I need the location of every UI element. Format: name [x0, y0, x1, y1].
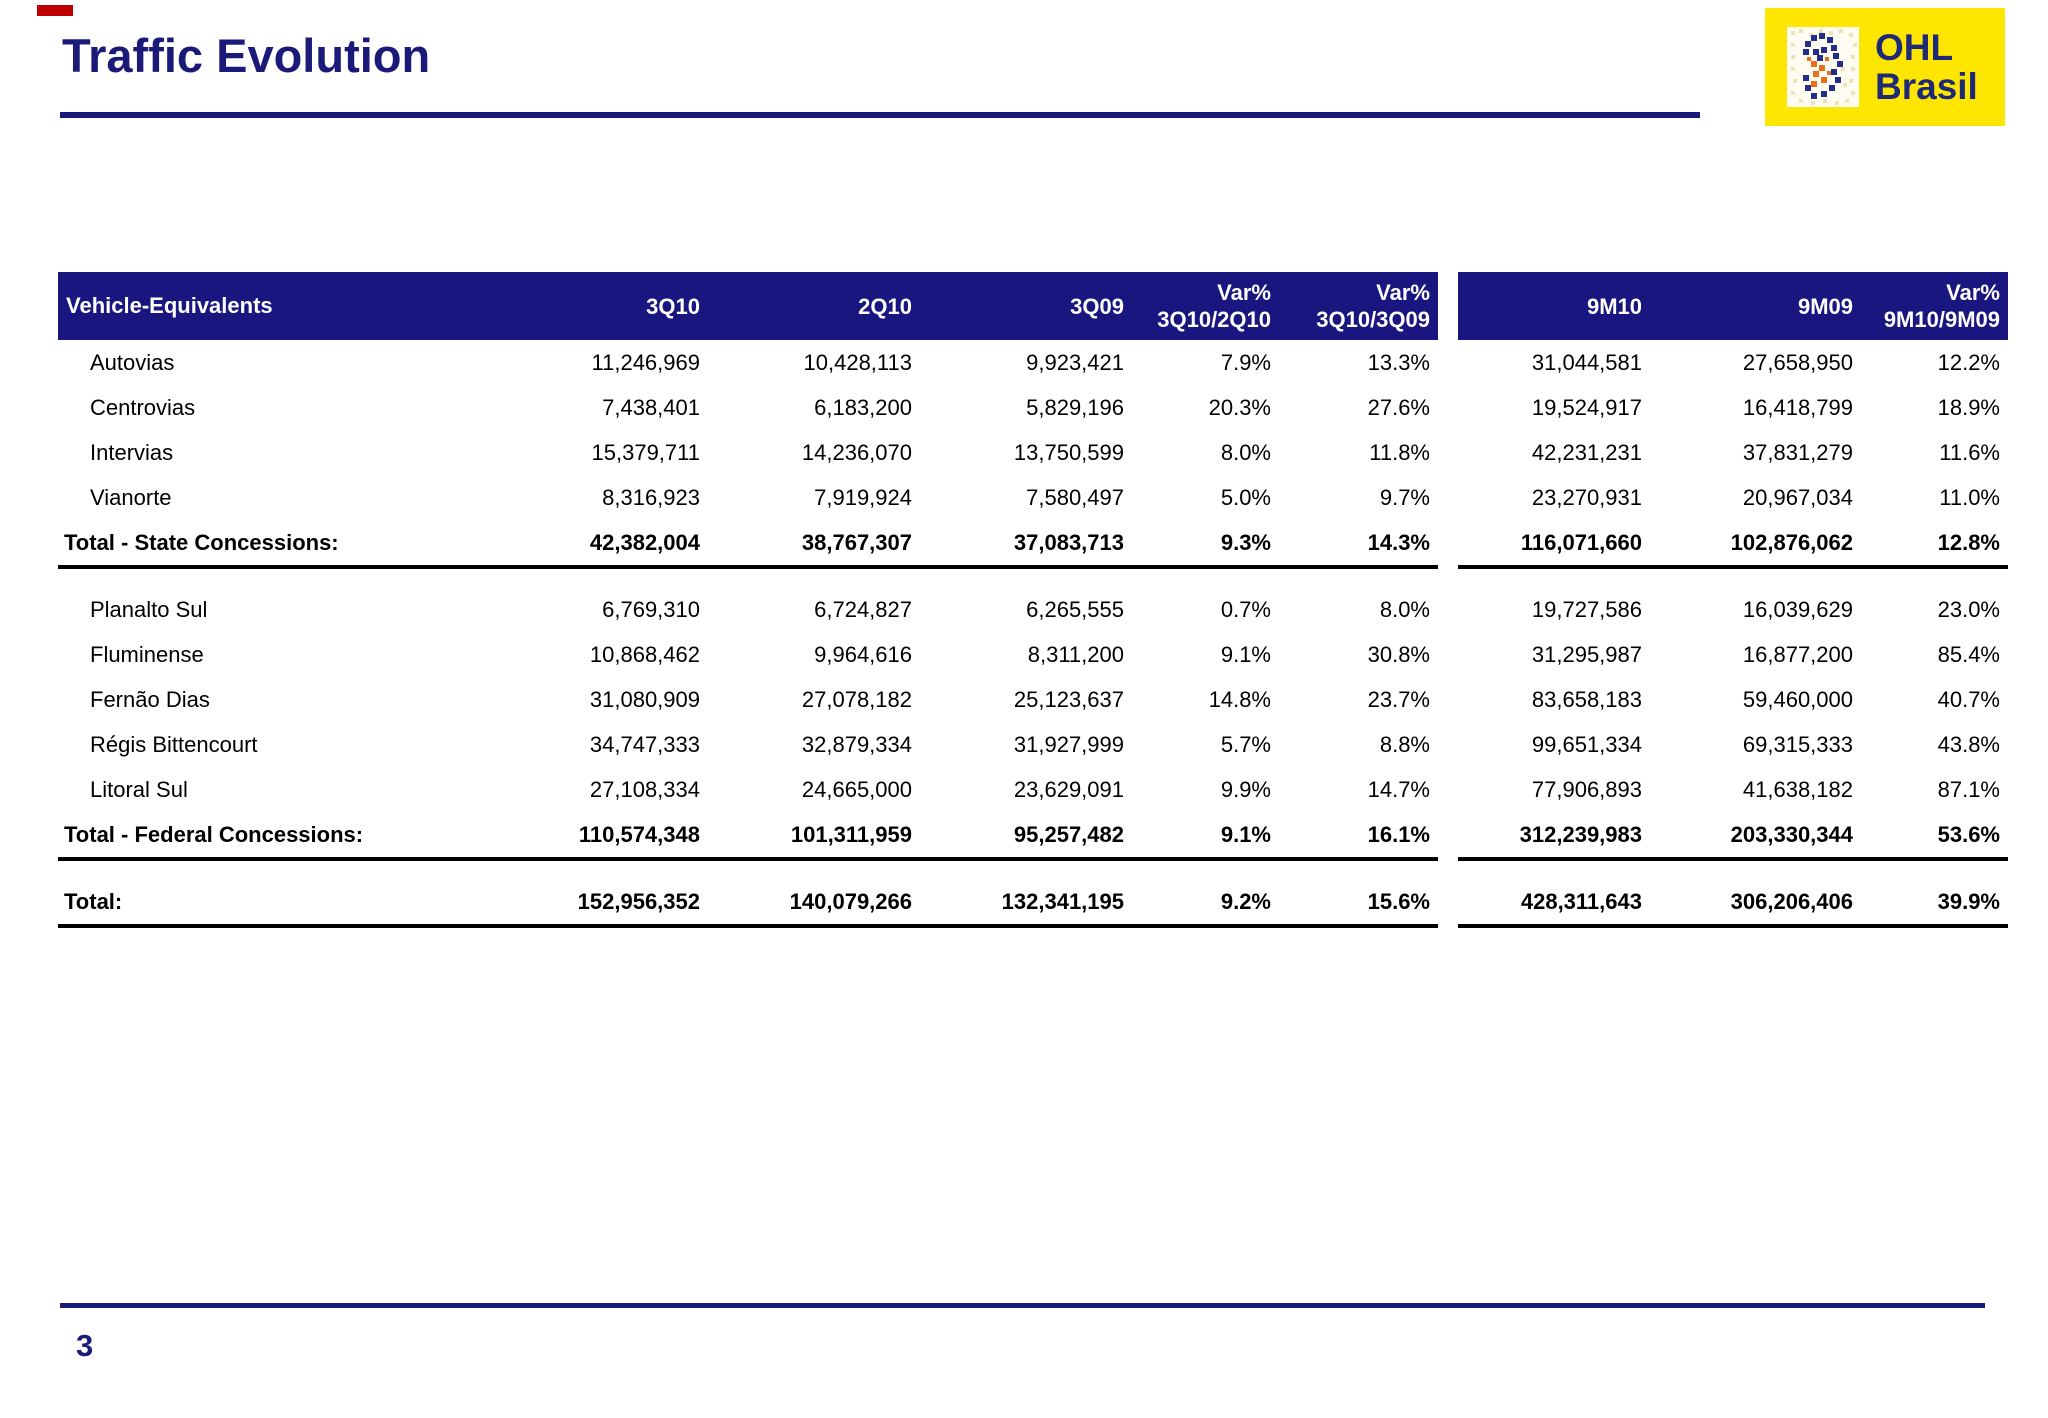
logo-line-1: OHL	[1875, 27, 1954, 68]
cell-3q10: 152,956,352	[438, 879, 708, 926]
cell-var-9m10-9m09: 12.2%	[1937, 349, 2000, 375]
cell-3q10: 8,316,923	[602, 484, 700, 510]
cell-9m09: 27,658,950	[1742, 349, 1853, 375]
cell-var-9m10-9m09: 87.1%	[1937, 776, 2000, 802]
cell-var-9m10-9m09: 40.7%	[1937, 686, 2000, 712]
cell-var-9m10-9m09: 43.8%	[1937, 731, 2000, 757]
cell-9m09: 20,967,034	[1742, 484, 1853, 510]
cell-3q09: 95,257,482	[920, 812, 1132, 859]
cell-3q10: 11,246,969	[591, 349, 700, 375]
row-label: Autovias	[90, 349, 175, 375]
cell-9m10: 116,071,660	[1458, 520, 1650, 567]
row-spacer	[58, 859, 2008, 879]
table-row	[58, 767, 2008, 812]
row-label: Total - State Concessions:	[58, 520, 438, 567]
cell-var-9m10-9m09: 12.8%	[1861, 520, 2008, 567]
cell-3q09: 13,750,599	[1013, 439, 1124, 465]
row-label: Fernão Dias	[90, 686, 210, 712]
cell-3q10: 6,769,310	[602, 596, 700, 622]
cell-var-3q10-2q10: 7.9%	[1220, 349, 1271, 375]
cell-9m10: 312,239,983	[1458, 812, 1650, 859]
cell-2q10: 140,079,266	[708, 879, 920, 926]
col-header-3q09: 3Q09	[920, 272, 1132, 340]
cell-var-9m10-9m09: 11.0%	[1939, 484, 2000, 510]
row-label: Total - Federal Concessions:	[58, 812, 438, 859]
cell-var-3q10-2q10: 20.3%	[1208, 394, 1271, 420]
col-header-var-3q10-3q09: Var% 3Q10/3Q09	[1279, 272, 1438, 340]
cell-var-3q10-3q09: 8.0%	[1379, 596, 1430, 622]
cell-9m09: 69,315,333	[1742, 731, 1853, 757]
col-header-vehicle-equivalents: Vehicle-Equivalents	[58, 272, 438, 340]
table-row	[58, 587, 2008, 632]
table-row	[58, 722, 2008, 767]
cell-var-3q10-2q10: 9.3%	[1132, 520, 1279, 567]
cell-var-3q10-3q09: 30.8%	[1367, 641, 1430, 667]
block-spacer-cell	[1438, 340, 1458, 385]
block-spacer-cell	[1438, 879, 1458, 926]
block-spacer-cell	[1438, 587, 1458, 632]
cell-var-3q10-3q09: 16.1%	[1279, 812, 1438, 859]
block-spacer-cell	[1438, 632, 1458, 677]
cell-var-9m10-9m09: 53.6%	[1861, 812, 2008, 859]
cell-2q10: 14,236,070	[801, 439, 912, 465]
logo-line-2: Brasil	[1875, 66, 1978, 107]
cell-9m09: 41,638,182	[1742, 776, 1853, 802]
cell-9m09: 37,831,279	[1742, 439, 1853, 465]
cell-3q09: 31,927,999	[1013, 731, 1124, 757]
table-header-row	[58, 272, 2008, 340]
cell-var-3q10-2q10: 5.0%	[1220, 484, 1271, 510]
cell-9m09: 306,206,406	[1650, 879, 1861, 926]
cell-9m10: 83,658,183	[1531, 686, 1642, 712]
cell-9m09: 16,039,629	[1742, 596, 1853, 622]
cell-var-3q10-3q09: 8.8%	[1379, 731, 1430, 757]
col-header-var-9m10-9m09: Var% 9M10/9M09	[1861, 272, 2008, 340]
cell-var-3q10-2q10: 0.7%	[1220, 596, 1271, 622]
cell-2q10: 27,078,182	[801, 686, 912, 712]
cell-3q09: 25,123,637	[1013, 686, 1124, 712]
cell-var-3q10-3q09: 9.7%	[1379, 484, 1430, 510]
block-spacer-cell	[1438, 475, 1458, 520]
cell-9m09: 59,460,000	[1742, 686, 1853, 712]
cell-var-9m10-9m09: 39.9%	[1861, 879, 2008, 926]
row-label: Vianorte	[90, 484, 172, 510]
cell-9m09: 102,876,062	[1650, 520, 1861, 567]
cell-var-3q10-3q09: 11.8%	[1369, 439, 1430, 465]
cell-3q09: 6,265,555	[1026, 596, 1124, 622]
cell-var-3q10-2q10: 8.0%	[1220, 439, 1271, 465]
ohl-logo-mosaic-icon	[1787, 27, 1859, 107]
page-title: Traffic Evolution	[62, 29, 431, 82]
table-row	[58, 677, 2008, 722]
col-header-9m09: 9M09	[1650, 272, 1861, 340]
cell-var-3q10-2q10: 9.1%	[1132, 812, 1279, 859]
footer-line	[60, 1303, 1985, 1308]
col-header-2q10: 2Q10	[708, 272, 920, 340]
cell-var-3q10-3q09: 13.3%	[1367, 349, 1430, 375]
cell-9m10: 99,651,334	[1531, 731, 1642, 757]
cell-3q10: 110,574,348	[438, 812, 708, 859]
cell-var-9m10-9m09: 18.9%	[1937, 394, 2000, 420]
table-row	[58, 879, 2008, 926]
cell-3q09: 5,829,196	[1026, 394, 1124, 420]
cell-2q10: 7,919,924	[814, 484, 912, 510]
cell-9m10: 23,270,931	[1531, 484, 1642, 510]
cell-3q10: 15,379,711	[591, 439, 700, 465]
cell-var-3q10-3q09: 14.3%	[1279, 520, 1438, 567]
cell-9m10: 428,311,643	[1458, 879, 1650, 926]
block-spacer-cell	[1438, 812, 1458, 859]
cell-2q10: 32,879,334	[801, 731, 912, 757]
cell-3q10: 31,080,909	[589, 686, 700, 712]
cell-9m09: 16,877,200	[1742, 641, 1853, 667]
cell-var-3q10-2q10: 14.8%	[1208, 686, 1271, 712]
row-label: Planalto Sul	[90, 596, 208, 622]
col-header-var-3q10-2q10: Var% 3Q10/2Q10	[1132, 272, 1279, 340]
cell-2q10: 10,428,113	[803, 349, 912, 375]
cell-3q10: 42,382,004	[438, 520, 708, 567]
block-spacer-cell	[1438, 677, 1458, 722]
block-spacer-cell	[1438, 430, 1458, 475]
table-row	[58, 812, 2008, 859]
cell-9m10: 31,044,581	[1531, 349, 1642, 375]
row-label: Litoral Sul	[90, 776, 188, 802]
cell-9m10: 77,906,893	[1531, 776, 1642, 802]
cell-var-3q10-2q10: 9.2%	[1132, 879, 1279, 926]
block-spacer-cell	[1438, 767, 1458, 812]
cell-2q10: 101,311,959	[708, 812, 920, 859]
cell-3q09: 9,923,421	[1026, 349, 1124, 375]
cell-2q10: 24,665,000	[801, 776, 912, 802]
table-row	[58, 385, 2008, 430]
traffic-evolution-table	[58, 272, 2008, 928]
row-label: Centrovias	[90, 394, 196, 420]
cell-3q09: 37,083,713	[920, 520, 1132, 567]
cell-var-9m10-9m09: 85.4%	[1937, 641, 2000, 667]
cell-var-3q10-3q09: 14.7%	[1367, 776, 1430, 802]
row-label: Fluminense	[90, 641, 204, 667]
cell-3q10: 10,868,462	[589, 641, 700, 667]
table-row	[58, 430, 2008, 475]
cell-2q10: 6,724,827	[814, 596, 912, 622]
cell-var-3q10-3q09: 23.7%	[1367, 686, 1430, 712]
cell-2q10: 38,767,307	[708, 520, 920, 567]
table-row	[58, 340, 2008, 385]
cell-3q09: 7,580,497	[1026, 484, 1124, 510]
row-label: Régis Bittencourt	[90, 731, 258, 757]
ohl-brasil-logo	[1765, 8, 2005, 126]
cell-var-3q10-2q10: 9.9%	[1220, 776, 1271, 802]
cell-2q10: 9,964,616	[814, 641, 912, 667]
cell-var-3q10-3q09: 27.6%	[1367, 394, 1430, 420]
cell-9m09: 16,418,799	[1742, 394, 1853, 420]
col-header-3q10: 3Q10	[438, 272, 708, 340]
cell-3q10: 27,108,334	[589, 776, 700, 802]
cell-9m10: 31,295,987	[1531, 641, 1642, 667]
cell-var-9m10-9m09: 11.6%	[1939, 439, 2000, 465]
block-spacer-cell	[1438, 520, 1458, 567]
cell-var-3q10-2q10: 9.1%	[1220, 641, 1271, 667]
cell-3q10: 7,438,401	[602, 394, 700, 420]
row-label: Total:	[58, 879, 438, 926]
block-spacer-cell	[1438, 722, 1458, 767]
cell-3q09: 23,629,091	[1013, 776, 1124, 802]
header-block-spacer	[1438, 272, 1458, 340]
cell-9m10: 19,524,917	[1531, 394, 1642, 420]
corner-accent	[37, 5, 73, 16]
cell-9m09: 203,330,344	[1650, 812, 1861, 859]
cell-var-3q10-2q10: 5.7%	[1220, 731, 1271, 757]
block-spacer-cell	[1438, 385, 1458, 430]
table-row	[58, 632, 2008, 677]
col-header-9m10: 9M10	[1458, 272, 1650, 340]
row-label: Intervias	[90, 439, 174, 465]
cell-9m10: 42,231,231	[1531, 439, 1642, 465]
cell-var-3q10-3q09: 15.6%	[1279, 879, 1438, 926]
cell-3q10: 34,747,333	[589, 731, 700, 757]
title-underline	[60, 112, 1700, 118]
table-row	[58, 475, 2008, 520]
cell-3q09: 132,341,195	[920, 879, 1132, 926]
row-spacer	[58, 567, 2008, 587]
cell-9m10: 19,727,586	[1531, 596, 1642, 622]
cell-var-9m10-9m09: 23.0%	[1937, 596, 2000, 622]
table-row	[58, 520, 2008, 567]
page-number: 3	[76, 1328, 94, 1363]
cell-2q10: 6,183,200	[814, 394, 912, 420]
cell-3q09: 8,311,200	[1027, 641, 1124, 667]
ohl-brasil-wordmark	[1875, 28, 1978, 106]
